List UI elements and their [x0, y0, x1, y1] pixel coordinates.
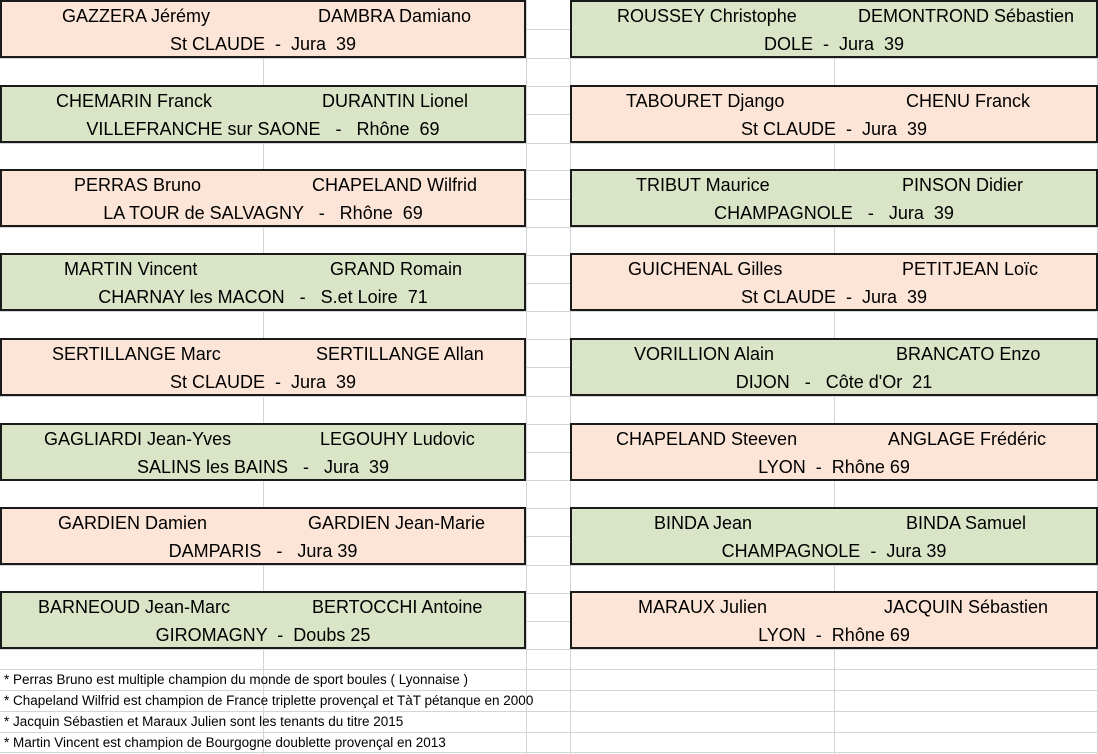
club-label: DAMPARIS - Jura 39 — [168, 541, 358, 561]
player-one: MARAUX Julien — [638, 597, 768, 617]
team-cell[interactable] — [0, 253, 526, 311]
team-cell[interactable] — [0, 338, 526, 396]
grid-line — [0, 58, 1098, 59]
player-two: DEMONTROND Sébastien — [858, 6, 1075, 26]
team-cell[interactable] — [0, 591, 526, 649]
player-two: PINSON Didier — [902, 175, 1024, 195]
club-label: St CLAUDE - Jura 39 — [169, 34, 357, 54]
team-cell[interactable] — [570, 338, 1098, 396]
club-label: LYON - Rhône 69 — [758, 625, 910, 645]
player-one: GARDIEN Damien — [58, 513, 208, 533]
club-label: SALINS les BAINS - Jura 39 — [136, 457, 390, 477]
player-one: TABOURET Django — [626, 91, 785, 111]
grid-line — [0, 143, 1098, 144]
grid-line — [0, 311, 1098, 312]
grid-line — [0, 227, 1098, 228]
player-one: GAZZERA Jérémy — [62, 6, 211, 26]
grid-line — [0, 565, 1098, 566]
club-label: St CLAUDE - Jura 39 — [740, 287, 928, 307]
player-two: GARDIEN Jean-Marie — [308, 513, 486, 533]
team-cell[interactable] — [570, 253, 1098, 311]
player-two: ANGLAGE Frédéric — [888, 429, 1047, 449]
club-label: CHARNAY les MACON - S.et Loire 71 — [98, 287, 428, 307]
player-one: VORILLION Alain — [634, 344, 775, 364]
player-two: DAMBRA Damiano — [318, 6, 472, 26]
player-one: CHEMARIN Franck — [56, 91, 213, 111]
player-one: PERRAS Bruno — [74, 175, 202, 195]
club-label: St CLAUDE - Jura 39 — [169, 372, 357, 392]
grid-line — [0, 649, 1098, 650]
club-label: VILLEFRANCHE sur SAONE - Rhône 69 — [86, 119, 440, 139]
player-two: CHAPELAND Wilfrid — [312, 175, 478, 195]
club-label: LA TOUR de SALVAGNY - Rhône 69 — [103, 203, 423, 223]
team-cell[interactable] — [0, 423, 526, 481]
team-cell[interactable] — [570, 85, 1098, 143]
player-one: BINDA Jean — [654, 513, 753, 533]
player-one: GUICHENAL Gilles — [628, 259, 783, 279]
player-one: GAGLIARDI Jean-Yves — [44, 429, 232, 449]
team-cell[interactable] — [570, 507, 1098, 565]
team-cell[interactable] — [570, 423, 1098, 481]
player-two: PETITJEAN Loïc — [902, 259, 1039, 279]
team-cell[interactable] — [0, 0, 526, 58]
club-label: St CLAUDE - Jura 39 — [740, 119, 928, 139]
team-cell[interactable] — [0, 85, 526, 143]
player-one: SERTILLANGE Marc — [52, 344, 221, 364]
player-two: DURANTIN Lionel — [322, 91, 469, 111]
team-cell[interactable] — [570, 591, 1098, 649]
team-cell[interactable] — [570, 169, 1098, 227]
footnote: * Martin Vincent est champion de Bourgogne doublette provençal en 2013 — [4, 735, 446, 750]
club-label: CHAMPAGNOLE - Jura 39 — [714, 203, 954, 223]
grid-line — [0, 396, 1098, 397]
player-one: CHAPELAND Steeven — [616, 429, 798, 449]
team-cell[interactable] — [0, 507, 526, 565]
footnote: * Perras Bruno est multiple champion du monde de sport boules ( Lyonnaise ) — [4, 672, 469, 687]
club-label: DIJON - Côte d'Or 21 — [735, 372, 933, 392]
footnote: * Jacquin Sébastien et Maraux Julien sont les tenants du titre 2015 — [4, 714, 404, 729]
team-cell[interactable] — [570, 0, 1098, 58]
player-two: LEGOUHY Ludovic — [320, 429, 475, 449]
club-label: DOLE - Jura 39 — [763, 34, 905, 54]
player-two: BRANCATO Enzo — [896, 344, 1041, 364]
player-one: TRIBUT Maurice — [636, 175, 770, 195]
player-two: GRAND Romain — [330, 259, 463, 279]
club-label: GIROMAGNY - Doubs 25 — [155, 625, 371, 645]
club-label: CHAMPAGNOLE - Jura 39 — [721, 541, 947, 561]
player-two: SERTILLANGE Allan — [316, 344, 484, 364]
club-label: LYON - Rhône 69 — [758, 457, 910, 477]
player-two: BERTOCCHI Antoine — [312, 597, 483, 617]
player-two: JACQUIN Sébastien — [884, 597, 1049, 617]
player-one: MARTIN Vincent — [64, 259, 198, 279]
player-two: BINDA Samuel — [906, 513, 1027, 533]
player-one: ROUSSEY Christophe — [617, 6, 797, 26]
team-cell[interactable] — [0, 169, 526, 227]
player-one: BARNEOUD Jean-Marc — [38, 597, 231, 617]
player-two: CHENU Franck — [906, 91, 1031, 111]
footnote: * Chapeland Wilfrid est champion de France triplette provençal et TàT pétanque en 2000 — [4, 693, 534, 708]
